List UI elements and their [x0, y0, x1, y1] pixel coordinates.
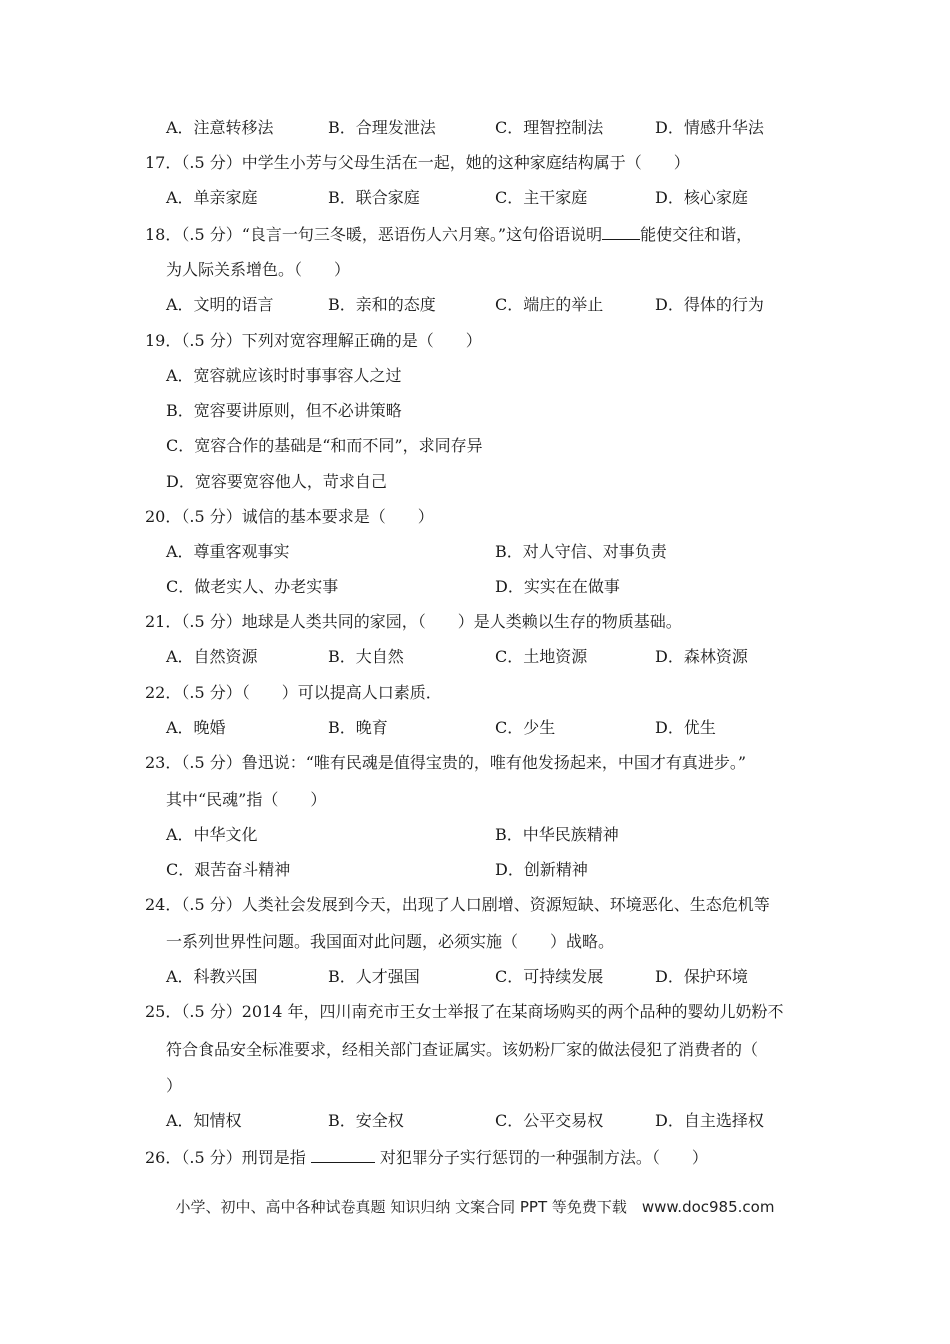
q22-option-a: A．晚婚	[166, 718, 226, 737]
q25-option-a: A．知情权	[166, 1111, 242, 1130]
q24-option-c: C．可持续发展	[495, 967, 604, 986]
q24-option-b: B．人才强国	[328, 967, 420, 986]
q26-stem-pre: 26．（.5 分）刑罚是指	[145, 1148, 311, 1167]
q18-option-d: D．得体的行为	[655, 295, 764, 314]
q25-option-d: D．自主选择权	[655, 1111, 764, 1130]
option-b: B．合理发泄法	[328, 118, 436, 137]
q24-option-d: D．保护环境	[655, 967, 748, 986]
q23-option-a: A．中华文化	[166, 825, 258, 844]
q21-option-d: D．森林资源	[655, 647, 748, 666]
q23-option-c: C．艰苦奋斗精神	[166, 860, 291, 879]
question-17-stem: 17．（.5 分）中学生小芳与父母生活在一起，她的这种家庭结构属于（ ）	[145, 153, 690, 172]
q21-option-b: B．大自然	[328, 647, 404, 666]
q19-option-d: D．宽容要宽容他人，苛求自己	[166, 472, 387, 491]
question-20-stem: 20．（.5 分）诚信的基本要求是（ ）	[145, 507, 434, 526]
q17-option-a: A．单亲家庭	[166, 188, 258, 207]
question-23-stem-cont: 其中“民魂”指（ ）	[166, 790, 327, 809]
q17-option-c: C．主干家庭	[495, 188, 588, 207]
q25-option-b: B．安全权	[328, 1111, 404, 1130]
q22-option-d: D．优生	[655, 718, 716, 737]
q23-option-b: B．中华民族精神	[495, 825, 619, 844]
question-25-stem: 25．（.5 分）2014 年，四川南充市王女士举报了在某商场购买的两个品种的婴幼儿奶粉不	[145, 1002, 784, 1021]
q20-option-d: D．实实在在做事	[495, 577, 620, 596]
q26-stem-post: 对犯罪分子实行惩罚的一种强制方法。（ ）	[374, 1148, 708, 1167]
answer-blank	[602, 223, 640, 240]
question-25-stem-cont2: ）	[166, 1076, 183, 1095]
question-22-stem: 22．（.5 分）（ ）可以提高人口素质．	[145, 683, 442, 702]
question-18-stem	[145, 223, 752, 245]
q20-option-a: A．尊重客观事实	[166, 542, 290, 561]
question-26-stem	[145, 1146, 708, 1168]
option-a: A．注意转移法	[166, 118, 274, 137]
q17-option-d: D．核心家庭	[655, 188, 748, 207]
question-19-stem: 19．（.5 分）下列对宽容理解正确的是（ ）	[145, 331, 482, 350]
question-24-stem-cont: 一系列世界性问题。我国面对此问题，必须实施（ ）战略。	[166, 932, 615, 951]
answer-blank	[311, 1146, 375, 1163]
question-25-stem-cont: 符合食品安全标准要求，经相关部门查证属实。该奶粉厂家的做法侵犯了消费者的（	[166, 1040, 759, 1059]
q20-option-c: C．做老实人、办老实事	[166, 577, 339, 596]
q19-option-c: C．宽容合作的基础是“和而不同”，求同存异	[166, 436, 483, 455]
q22-option-c: C．少生	[495, 718, 556, 737]
q18-stem-post: 能使交往和谐，	[640, 225, 753, 244]
question-24-stem: 24．（.5 分）人类社会发展到今天，出现了人口剧增、资源短缺、环境恶化、生态危机等	[145, 895, 770, 914]
q18-option-c: C．端庄的举止	[495, 295, 604, 314]
q20-option-b: B．对人守信、对事负责	[495, 542, 667, 561]
q17-option-b: B．联合家庭	[328, 188, 420, 207]
q24-option-a: A．科教兴国	[166, 967, 258, 986]
option-d: D．情感升华法	[655, 118, 764, 137]
question-23-stem: 23．（.5 分）鲁迅说：“唯有民魂是值得宝贵的，唯有他发扬起来，中国才有真进步。”	[145, 753, 747, 772]
page-footer: 小学、初中、高中各种试卷真题 知识归纳 文案合同 PPT 等免费下载 www.doc985.com	[175, 1198, 775, 1216]
question-18-stem-cont: 为人际关系增色。（ ）	[166, 260, 351, 279]
q19-option-b: B．宽容要讲原则，但不必讲策略	[166, 401, 402, 420]
question-21-stem: 21．（.5 分）地球是人类共同的家园，（ ）是人类赖以生存的物质基础。	[145, 612, 682, 631]
q18-option-b: B．亲和的态度	[328, 295, 436, 314]
q19-option-a: A．宽容就应该时时事事容人之过	[166, 366, 402, 385]
q21-option-c: C．土地资源	[495, 647, 588, 666]
q21-option-a: A．自然资源	[166, 647, 258, 666]
q22-option-b: B．晚育	[328, 718, 388, 737]
q18-option-a: A．文明的语言	[166, 295, 274, 314]
option-c: C．理智控制法	[495, 118, 604, 137]
q18-stem-pre: 18．（.5 分）“良言一句三冬暖，恶语伤人六月寒。”这句俗语说明	[145, 225, 603, 244]
q25-option-c: C．公平交易权	[495, 1111, 604, 1130]
q23-option-d: D．创新精神	[495, 860, 588, 879]
